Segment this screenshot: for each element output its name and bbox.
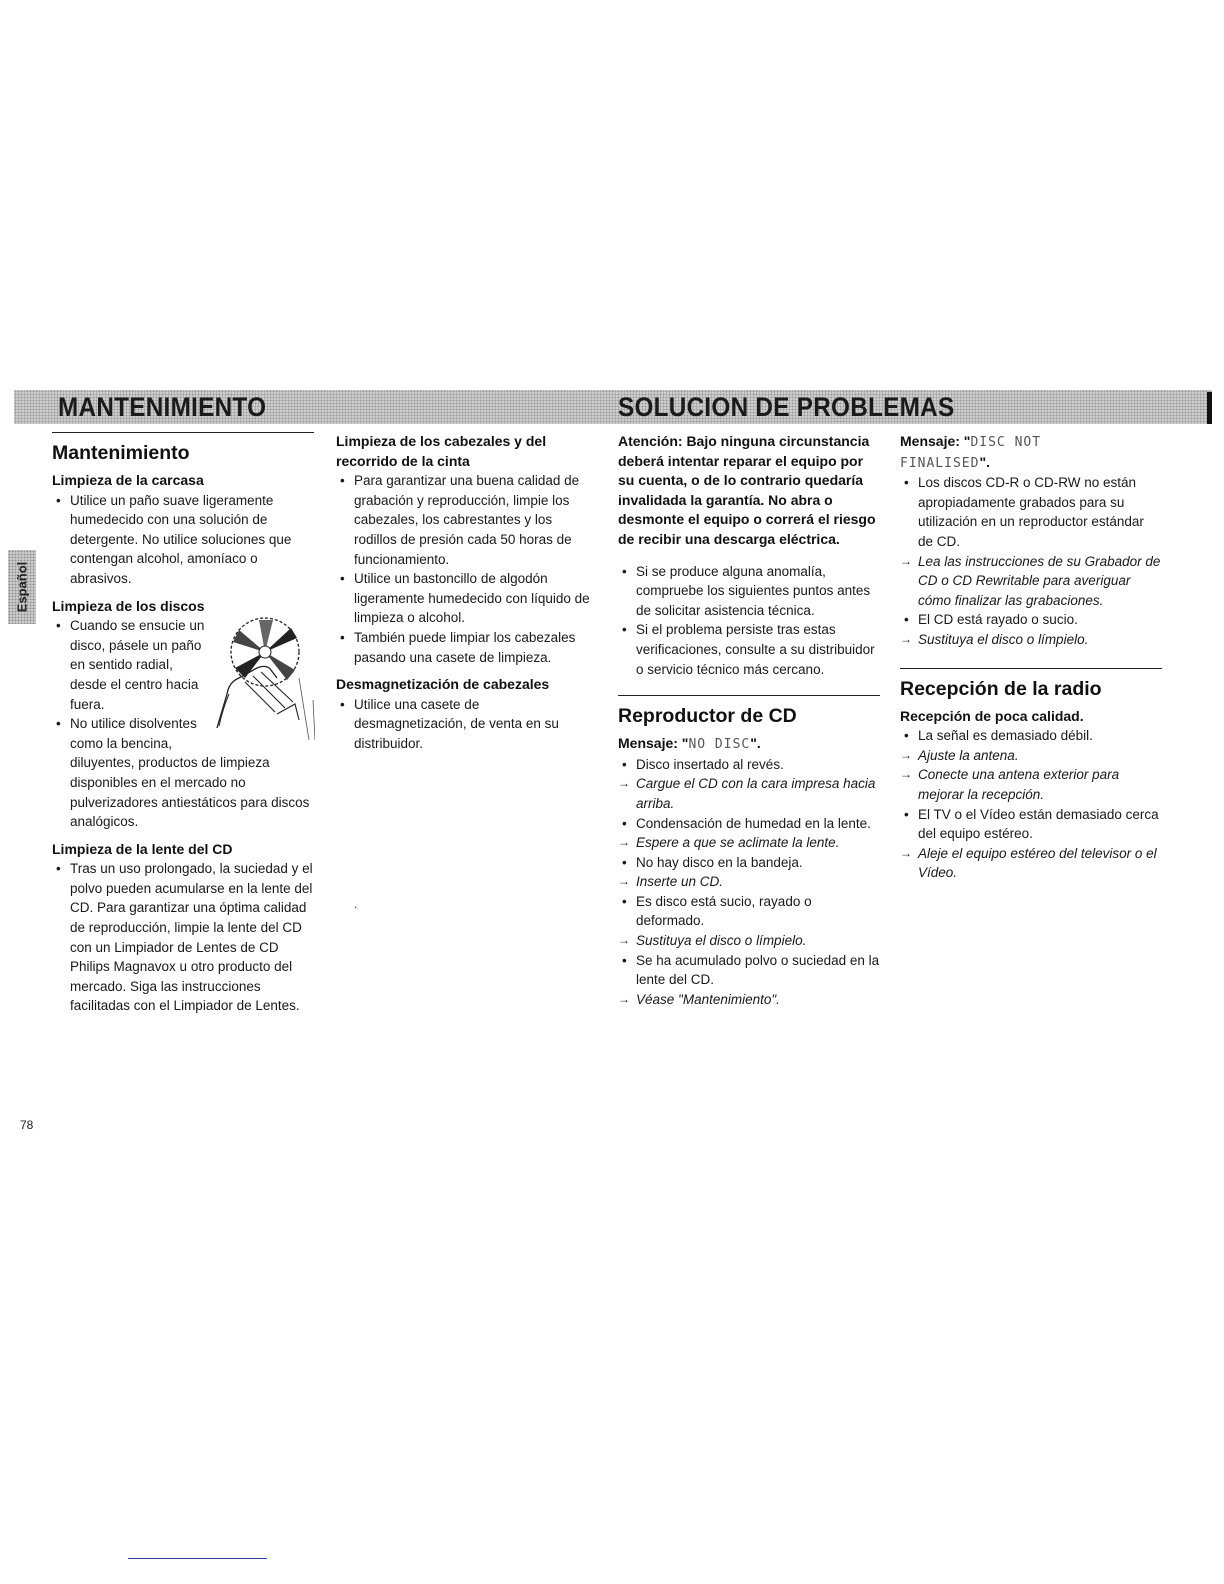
- list-item: → Lea las instrucciones de su Grabador de CD o CD Rewritable para averiguar cómo finalizar las grabaciones.: [900, 552, 1162, 611]
- list-item: → Conecte una antena exterior para mejorar la recepción.: [900, 765, 1162, 804]
- list-item: • Se ha acumulado polvo o suciedad en la lente del CD.: [618, 951, 880, 990]
- list-item: • Si se produce alguna anomalía, compruebe los siguientes puntos antes de solicitar asistencia técnica.: [618, 562, 880, 621]
- language-tab: [8, 550, 36, 624]
- message-end: ".: [750, 735, 761, 752]
- list-reproductor: [618, 755, 880, 1010]
- list-item: • Condensación de humedad en la lente.: [618, 814, 880, 834]
- list-item: • Tras un uso prolongado, la suciedad y el polvo pueden acumularse en la lente del CD. Para garantizar una óptima calidad de reproducción, limpie la lente del CD con un Limpiador de Lentes de CD Philips Magnavox u otro producto del mercado. Siga las instrucciones facilitadas con el Limpiador de Lentes.: [52, 859, 314, 1016]
- header-band-left: [14, 390, 566, 424]
- section-rule: [618, 695, 880, 696]
- lcd-code: NO DISC: [688, 737, 751, 753]
- list-item: • Utilice un paño suave ligeramente humedecido con una solución de detergente. No utilice soluciones que contengan alcohol, amoníaco o abrasivos.: [52, 491, 314, 589]
- list-item: • Para garantizar una buena calidad de grabación y reproducción, limpie los cabezales, los cabrestantes y los rodillos de presión cada 50 horas de funcionamiento.: [336, 471, 594, 569]
- list-item: → Sustituya el disco o límpielo.: [900, 630, 1162, 650]
- header-band-right: [566, 390, 1212, 424]
- list-item: • También puede limpiar los cabezales pasando una casete de limpieza.: [336, 628, 594, 667]
- line: como la bencina,: [70, 735, 173, 751]
- list-item: • Es disco está sucio, rayado o deformado.: [618, 892, 880, 931]
- footer-line: [128, 1558, 267, 1559]
- list-item: → Ajuste la antena.: [900, 746, 1162, 766]
- subheading-desmagnetizacion: Desmagnetización de cabezales: [336, 676, 550, 693]
- list-item: → Cargue el CD con la cara impresa hacia arriba.: [618, 774, 880, 813]
- list-item: → Espere a que se aclimate la lente.: [618, 833, 880, 853]
- subheading-lente: Limpieza de la lente del CD: [52, 840, 233, 857]
- band-edge-mark: [1207, 392, 1212, 424]
- list-desmagnetizacion: [336, 695, 594, 754]
- lcd-code: FINALISED: [900, 455, 980, 471]
- language-tab-label: Español: [14, 561, 30, 613]
- list-item: → Inserte un CD.: [618, 872, 880, 892]
- column-cabezales: [336, 432, 594, 762]
- subheading-poca-calidad: Recepción de poca calidad.: [900, 707, 1084, 724]
- message-label: Mensaje: ": [618, 735, 689, 752]
- column-problemas: [618, 432, 880, 1017]
- cd-cleaning-hand-illustration: [215, 616, 315, 741]
- page-number: 78: [20, 1118, 34, 1132]
- subheading-carcasa: Limpieza de la carcasa: [52, 472, 204, 488]
- list-item: → Sustituya el disco o límpielo.: [618, 931, 880, 951]
- line: desde el centro hacia: [70, 676, 199, 692]
- column-mensajes-radio: [900, 432, 1162, 891]
- list-item: • Los discos CD-R o CD-RW no están apropiadamente grabados para su utilización en un reproductor estándar de CD.: [900, 473, 1162, 551]
- warning-text: Atención: Bajo ninguna circunstancia deberá intentar reparar el equipo por su cuenta, o de lo contrario quedaría invalidada la garantía. No abra o desmonte el equipo o correrá el riesgo de recibir una descarga eléctrica.: [618, 433, 876, 547]
- list-item: • No hay disco en la bandeja.: [618, 853, 880, 873]
- list-item: • Utilice un bastoncillo de algodón ligeramente humedecido con líquido de limpieza o alcohol.: [336, 569, 594, 628]
- list-item: • Utilice una casete de desmagnetización, de venta en su distribuidor.: [336, 695, 594, 754]
- line: diluyentes, productos de limpieza disponibles en el mercado no pulverizadores antiestáticos para discos analógicos.: [70, 755, 310, 830]
- subheading-discos: Limpieza de los discos: [52, 597, 205, 614]
- message-no-disc: [618, 734, 880, 755]
- list-intro: [618, 562, 880, 680]
- list-radio: [900, 726, 1162, 883]
- section-title-solucion: SOLUCION DE PROBLEMAS: [618, 392, 955, 422]
- heading-recepcion-radio: Recepción de la radio: [900, 677, 1102, 700]
- section-rule: [52, 432, 314, 433]
- subheading-cabezales: Limpieza de los cabezales y del recorrido de la cinta: [336, 433, 547, 469]
- heading-mantenimiento: Mantenimiento: [52, 442, 190, 464]
- list-item: • Si el problema persiste tras estas verificaciones, consulte a su distribuidor o servicio técnico más cercano.: [618, 620, 880, 679]
- section-title-mantenimiento: MANTENIMIENTO: [58, 392, 267, 422]
- message-disc-not-finalised: [900, 432, 1162, 473]
- list-item: → Aleje el equipo estéreo del televisor o el Vídeo.: [900, 844, 1162, 883]
- list-item: • Disco insertado al revés.: [618, 755, 880, 775]
- stray-mark: .: [354, 897, 358, 911]
- list-carcasa: [52, 491, 314, 589]
- list-item: • El TV o el Vídeo están demasiado cerca del equipo estéreo.: [900, 805, 1162, 844]
- message-label: Mensaje: ": [900, 433, 971, 449]
- lcd-code: DISC NOT: [970, 435, 1042, 450]
- line: fuera.: [70, 696, 105, 712]
- list-cabezales: [336, 471, 594, 667]
- list-item: → Véase "Mantenimiento".: [618, 990, 880, 1010]
- message-end: ".: [979, 453, 990, 470]
- line: en sentido radial,: [70, 657, 173, 673]
- list-lente: [52, 859, 314, 1016]
- line: Cuando se ensucie un: [70, 618, 205, 634]
- list-item: • El CD está rayado o sucio.: [900, 610, 1162, 630]
- list-disc-not-finalised: [900, 473, 1162, 649]
- heading-reproductor-cd: Reproductor de CD: [618, 705, 797, 728]
- line: No utilice disolventes: [70, 716, 197, 732]
- section-rule: [900, 668, 1162, 669]
- list-item: • La señal es demasiado débil.: [900, 726, 1162, 746]
- line: disco, pásele un paño: [70, 637, 202, 653]
